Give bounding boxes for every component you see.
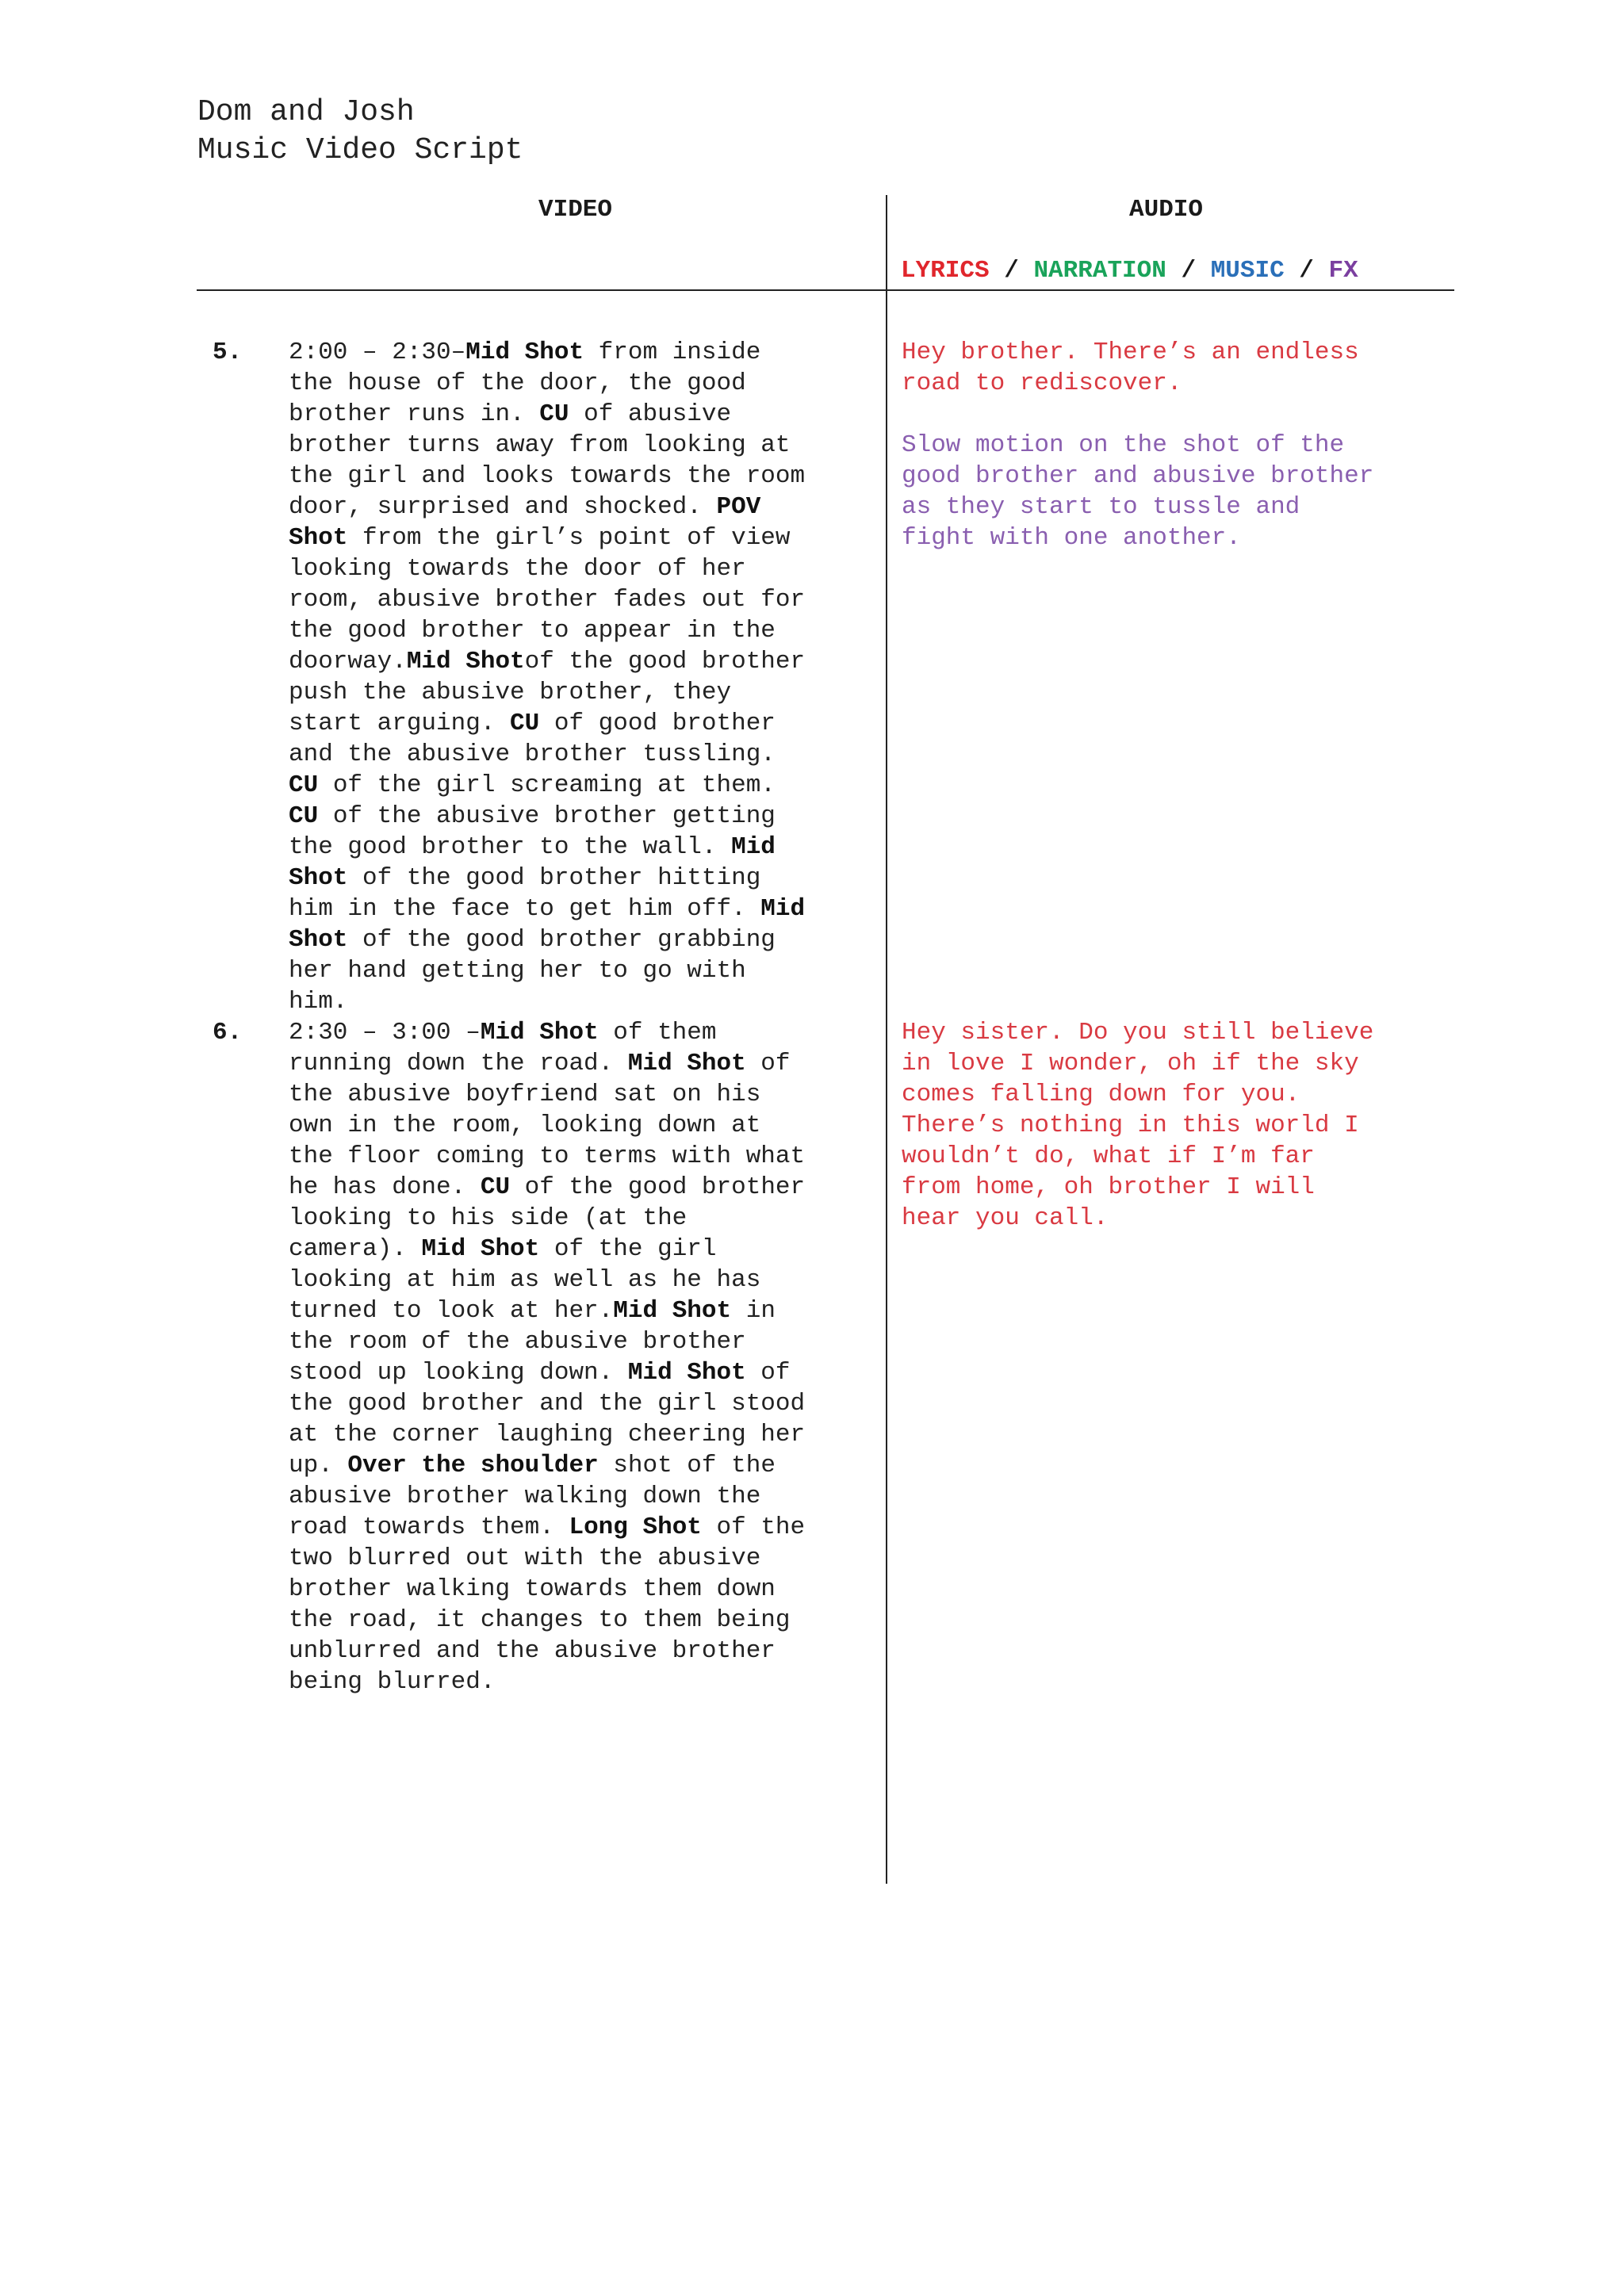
video-text-run: brother walking towards them down [289,1575,776,1603]
video-text-run: of the [701,1513,806,1541]
video-text-run: shot of the [598,1452,776,1479]
video-line [289,1450,875,1481]
document-header [197,94,523,170]
video-text-run: abusive brother walking down the [289,1483,761,1510]
video-text-run: and the abusive brother tussling. [289,740,776,768]
lyrics-line: Hey brother. There’s an endless [902,339,1359,366]
video-text-run: the room of the abusive brother [289,1328,746,1356]
video-line [289,1543,875,1574]
video-text-run: him in the face to get him off. [289,895,761,923]
shot-type-term: Shot [289,864,348,892]
shot-type-term: CU [289,771,319,799]
video-line [289,677,875,708]
video-line [289,1017,875,1048]
shot-type-term: Mid Shot [480,1019,599,1047]
video-text-run: door, surprised and shocked. [289,493,717,521]
video-text-run: own in the room, looking down at [289,1112,761,1139]
shot-type-term: POV [716,493,761,521]
video-text-run: at the corner laughing cheering her [289,1421,806,1448]
video-line [289,646,875,677]
video-line [289,1512,875,1543]
shot-type-term: Mid [760,895,806,923]
shot-type-term: CU [480,1173,511,1201]
video-text-run: camera). [289,1235,422,1263]
video-text-run: 2:00 – 2:30– [289,339,466,366]
video-text-run: brother runs in. [289,400,540,428]
lyrics-line: road to rediscover. [902,369,1182,397]
video-line [289,461,875,492]
lyrics-line: There’s nothing in this world I [902,1112,1359,1139]
column-divider [886,195,887,1884]
video-line [289,1110,875,1141]
legend-lyrics: LYRICS [901,257,990,285]
video-line [289,615,875,646]
video-text-run: road towards them. [289,1513,569,1541]
video-line [289,368,875,399]
video-text-run: stood up looking down. [289,1359,628,1387]
fx-line: fight with one another. [902,524,1241,552]
shot-type-term: Shot [289,524,348,552]
shot-type-term: Mid [731,833,776,861]
video-line [289,770,875,801]
video-line [289,739,875,770]
video-text-run: 2:30 – 3:00 – [289,1019,481,1047]
video-line [289,1419,875,1450]
video-text-run: looking towards the door of her [289,555,746,583]
video-line [289,1636,875,1667]
video-line [289,1574,875,1605]
video-line [289,1357,875,1388]
shot-type-term: Long Shot [569,1513,702,1541]
audio-column-heading: AUDIO [1129,196,1204,224]
video-line [289,1141,875,1172]
lyrics-line: Hey sister. Do you still believe [902,1019,1374,1047]
video-text-run: of [745,1050,791,1077]
video-text-run: of the girl screaming at them. [318,771,776,799]
video-text-run: two blurred out with the abusive [289,1544,761,1572]
video-line [289,1388,875,1419]
video-line [289,955,875,986]
video-line [289,522,875,553]
video-text-run: from inside [584,339,761,366]
fx-line: as they start to tussle and [902,493,1300,521]
video-line [289,399,875,430]
video-line [289,1079,875,1110]
lyrics-line: in love I wonder, oh if the sky [902,1050,1359,1077]
video-text-run: looking to his side (at the [289,1204,688,1232]
video-text-run: him. [289,988,348,1016]
video-text-run: of the good brother hitting [347,864,761,892]
lyrics-line: wouldn’t do, what if I’m far [902,1142,1315,1170]
video-line [289,832,875,863]
shot-type-term: Shot [289,926,348,954]
video-text-run: the good brother to appear in the [289,617,776,645]
lyrics-line: comes falling down for you. [902,1081,1300,1108]
video-text-run: the house of the door, the good [289,369,746,397]
lyrics-line: hear you call. [902,1204,1109,1232]
video-line [289,894,875,924]
video-line [289,924,875,955]
video-line [289,708,875,739]
legend-separator: / [989,257,1034,285]
shot-type-term: Mid Shot [421,1235,540,1263]
video-line [289,1295,875,1326]
video-line [289,584,875,615]
video-text-run: of the girl [539,1235,717,1263]
video-text-run: of the good brother [510,1173,806,1201]
shot-type-term: Mid Shot [613,1297,732,1325]
shot-type-term: Mid Shot [627,1050,746,1077]
fx-line: good brother and abusive brother [902,462,1374,490]
scene-number: 6. [213,1019,243,1047]
video-text-run: in [731,1297,776,1325]
video-text-run: doorway. [289,648,407,675]
video-text-run: start arguing. [289,710,511,737]
video-text-run: the abusive boyfriend sat on his [289,1081,761,1108]
lyrics-line: from home, oh brother I will [902,1173,1315,1201]
video-line [289,1172,875,1203]
legend-separator: / [1166,257,1211,285]
shot-type-term: Mid Shot [627,1359,746,1387]
video-text-run: from the girl’s point of view [347,524,791,552]
video-text-run: of the abusive brother getting [318,802,776,830]
shot-type-term: CU [289,802,319,830]
video-text-run: running down the road. [289,1050,628,1077]
video-line [289,1203,875,1234]
video-line [289,337,875,368]
shot-type-term: CU [510,710,540,737]
header-divider [197,289,1454,291]
video-text-run: he has done. [289,1173,481,1201]
video-line [289,1605,875,1636]
scene-number: 5. [213,339,243,366]
video-line [289,553,875,584]
video-text-run: the floor coming to terms with what [289,1142,806,1170]
video-line [289,430,875,461]
audio-legend [901,255,1358,287]
video-text-run: brother turns away from looking at [289,431,791,459]
shot-type-term: CU [539,400,569,428]
video-text-run: of abusive [569,400,732,428]
shot-type-term: Over the shoulder [347,1452,599,1479]
video-text-run: of the good brother grabbing [347,926,776,954]
video-text-run: push the abusive brother, they [289,679,732,706]
video-text-run: the girl and looks towards the room [289,462,806,490]
video-line [289,1481,875,1512]
video-line [289,1234,875,1265]
video-text-run: turned to look at her. [289,1297,614,1325]
scene-video-description [289,337,875,1017]
legend-music: MUSIC [1210,257,1285,285]
video-text-run: the good brother and the girl stood [289,1390,806,1418]
video-column-heading: VIDEO [538,196,613,224]
video-text-run: of [745,1359,791,1387]
scene-audio-block [902,1017,1457,1234]
video-text-run: being blurred. [289,1668,496,1696]
video-text-run: the road, it changes to them being [289,1606,791,1634]
video-line [289,1667,875,1697]
video-text-run: up. [289,1452,348,1479]
scene-video-description [289,1017,875,1697]
scene-audio-block [902,430,1457,553]
video-text-run: of the good brother [524,648,806,675]
video-text-run: her hand getting her to go with [289,957,746,985]
legend-fx: FX [1328,257,1358,285]
video-line [289,492,875,522]
header-title: Dom and Josh [197,95,415,129]
video-text-run: unblurred and the abusive brother [289,1637,776,1665]
shot-type-term: Mid Shot [465,339,584,366]
header-subtitle: Music Video Script [197,133,523,167]
video-line [289,986,875,1017]
shot-type-term: Mid Shot [406,648,525,675]
fx-line: Slow motion on the shot of the [902,431,1345,459]
video-line [289,1048,875,1079]
video-text-run: of them [598,1019,717,1047]
video-text-run: looking at him as well as he has [289,1266,761,1294]
video-line [289,1265,875,1295]
video-text-run: room, abusive brother fades out for [289,586,806,614]
scene-audio-block [902,337,1457,399]
video-line [289,863,875,894]
legend-separator: / [1284,257,1329,285]
video-text-run: of good brother [539,710,776,737]
legend-narration: NARRATION [1033,257,1166,285]
video-line [289,1326,875,1357]
video-line [289,801,875,832]
video-text-run: the good brother to the wall. [289,833,732,861]
